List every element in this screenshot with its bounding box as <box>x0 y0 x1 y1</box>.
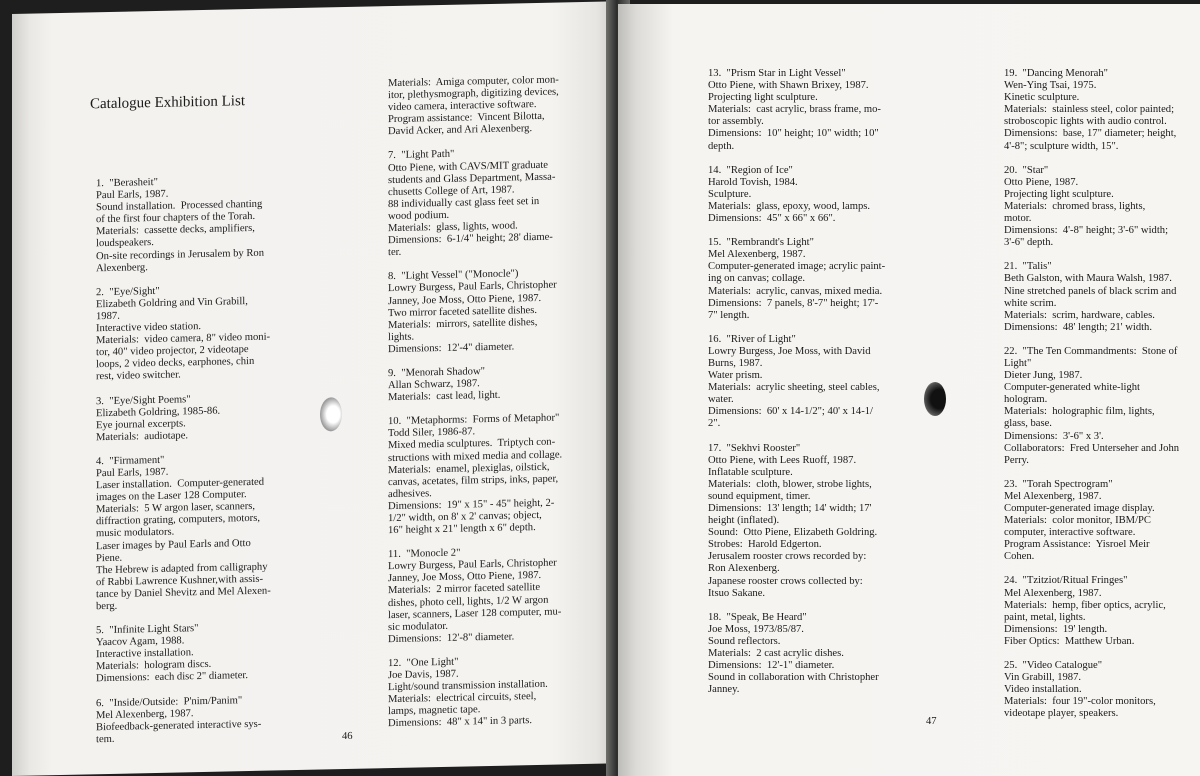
entry-line: wood podium. <box>388 209 450 223</box>
entry-line: Dimensions: 12'-4" diameter. <box>388 341 515 355</box>
entry-title: Materials: Amiga computer, color mon- <box>388 74 559 90</box>
entry-line: Janney, Joe Moss, Otto Piene, 1987. <box>388 292 542 307</box>
entry-line: Materials: video camera, 8" video moni- <box>96 331 271 347</box>
entry-line: David Acker, and Ari Alexenberg. <box>388 123 533 138</box>
entry-line: Interactive installation. <box>96 647 194 661</box>
entry-line: Materials: glass, lights, wood. <box>388 220 518 235</box>
entry-line: Jerusalem rooster crows recorded by: <box>708 551 867 563</box>
page-heading: Catalogue Exhibition List <box>90 93 245 113</box>
entry-line: Beth Galston, with Maura Walsh, 1987. <box>1004 273 1172 285</box>
entry-line: adhesives. <box>388 488 432 500</box>
entry-line: Vin Grabill, 1987. <box>1004 672 1082 684</box>
entry-title: 21. "Talis" <box>1004 261 1052 273</box>
entry-line: Laser installation. Computer-generated <box>96 476 265 492</box>
entry-title: 10. "Metaphorms: Forms of Metaphor" <box>388 412 560 428</box>
entry-line: Water prism. <box>708 370 763 382</box>
entry-line: Dimensions: 3'-6" x 3'. <box>1004 430 1104 442</box>
entry-line: Materials: stainless steel, color painted; <box>1004 104 1175 116</box>
left-column-1 <box>96 174 296 758</box>
entry-line: Kinetic sculpture. <box>1004 92 1080 104</box>
entry-line: Allan Schwarz, 1987. <box>388 378 480 392</box>
entry-line: Itsuo Sakane. <box>708 587 766 599</box>
entry-line: Dimensions: 13' length; 14' width; 17' <box>708 503 872 514</box>
entry-line: height (inflated). <box>708 515 780 527</box>
entry-line: Materials: cast acrylic, brass frame, mo- <box>708 104 881 116</box>
entry-line: students and Glass Department, Massa- <box>388 171 556 186</box>
entry-line: Lowry Burgess, Paul Earls, Christopher <box>388 557 557 573</box>
catalogue-entry <box>708 68 918 153</box>
entry-line: water. <box>708 394 734 406</box>
entry-line: Materials: glass, epoxy, wood, lamps. <box>708 200 871 212</box>
page-number-left: 46 <box>342 730 353 743</box>
entry-line: Lowry Burgess, Paul Earls, Christopher <box>388 279 557 295</box>
entry-line: hologram. <box>1004 394 1048 406</box>
entry-line: loops, 2 video decks, earphones, chin <box>96 356 255 371</box>
entry-line: Mel Alexenberg, 1987. <box>1004 490 1102 502</box>
catalogue-entry <box>708 237 918 322</box>
entry-line: Mixed media sculptures. Triptych con- <box>388 437 556 452</box>
entry-line: motor. <box>1004 213 1032 225</box>
entry-title: 1. "Berasheit" <box>96 176 158 190</box>
entry-line: Eye journal excerpts. <box>96 418 186 431</box>
entry-line: 88 individually cast glass feet set in <box>388 195 540 210</box>
entry-line: Yaacov Agam, 1988. <box>96 635 185 649</box>
entry-title: 2. "Eye/Sight" <box>96 285 160 298</box>
entry-title: 13. "Prism Star in Light Vessel" <box>708 68 846 79</box>
entry-line: Materials: hemp, fiber optics, acrylic, <box>1004 599 1166 611</box>
entry-line: sic modulator. <box>388 620 449 633</box>
entry-line: Projecting light sculpture. <box>1004 188 1114 200</box>
catalogue-entry <box>96 283 296 384</box>
entry-title: 16. "River of Light" <box>708 333 796 345</box>
page-number-right: 47 <box>926 716 937 727</box>
entry-line: Materials: four 19"-color monitors, <box>1004 696 1156 708</box>
catalogue-entry <box>708 443 918 600</box>
entry-line: lamps, magnetic tape. <box>388 704 481 718</box>
catalogue-entry <box>1004 165 1194 250</box>
entry-title: 11. "Monocle 2" <box>388 547 461 561</box>
catalogue-entry <box>1004 575 1194 648</box>
entry-line: Materials: holographic film, lights, <box>1004 406 1155 418</box>
entry-line: Materials: acrylic, canvas, mixed media. <box>708 285 883 297</box>
entry-line: Materials: chromed brass, lights, <box>1004 200 1146 212</box>
catalogue-entry <box>388 654 588 731</box>
catalogue-entry <box>388 74 588 139</box>
entry-line: Fiber Optics: Matthew Urban. <box>1004 635 1135 647</box>
entry-line: videotape player, speakers. <box>1004 708 1119 720</box>
entry-line: Dimensions: 12'-1" diameter. <box>708 660 835 672</box>
entry-line: Dimensions: 48" x 14" in 3 parts. <box>388 715 533 730</box>
entry-line: rest, video switcher. <box>96 369 181 383</box>
entry-line: Materials: 2 cast acrylic dishes. <box>708 648 844 660</box>
entry-line: depth. <box>708 140 735 152</box>
entry-line: Sculpture. <box>708 188 752 200</box>
entry-line: Materials: cast lead, light. <box>388 389 501 404</box>
entry-line: Dimensions: base, 17" diameter; height, <box>1004 128 1177 140</box>
entry-line: ing on canvas; collage. <box>708 273 806 285</box>
entry-line: Dimensions: each disc 2" diameter. <box>96 670 249 685</box>
entry-line: Sound installation. Processed chanting <box>96 198 263 214</box>
entry-line: Materials: hologram discs. <box>96 659 212 673</box>
entry-line: Light" <box>1004 357 1032 369</box>
entry-line: Dimensions: 10" height; 10" width; 10" <box>708 128 879 140</box>
entry-line: Strobes: Harold Edgerton. <box>708 539 822 551</box>
entry-title: 14. "Region of Ice" <box>708 164 793 176</box>
entry-line: structions with mixed media and collage. <box>388 449 563 464</box>
entry-line: Otto Piene, with CAVS/MIT graduate <box>388 159 548 174</box>
entry-title: 7. "Light Path" <box>388 149 455 162</box>
entry-line: diffraction grating, computers, motors, <box>96 513 260 528</box>
entry-line: Laser images by Paul Earls and Otto <box>96 537 251 552</box>
catalogue-entry <box>388 146 588 259</box>
entry-line: Alexenberg. <box>96 261 148 274</box>
entry-line: Dimensions: 48' length; 21' width. <box>1004 321 1153 333</box>
catalogue-entry <box>388 364 588 404</box>
catalogue-entry <box>1004 68 1194 153</box>
entry-line: video camera, interactive software. <box>388 99 537 114</box>
catalogue-entry <box>96 694 296 747</box>
entry-line: 2". <box>708 418 721 430</box>
entry-line: music modulators. <box>96 527 175 540</box>
catalogue-entry <box>96 392 296 445</box>
catalogue-entry <box>708 334 918 431</box>
catalogue-entry <box>1004 660 1194 720</box>
entry-line: Otto Piene, with Lees Ruoff, 1987. <box>708 454 857 466</box>
entry-line: glass, base. <box>1004 418 1052 430</box>
entry-title: 5. "Infinite Light Stars" <box>96 623 199 637</box>
entry-line: Materials: 5 W argon laser, scanners, <box>96 501 256 516</box>
entry-line: berg. <box>96 600 118 613</box>
catalogue-entry <box>1004 479 1194 564</box>
entry-line: Dimensions: 6-1/4" height; 28' diame- <box>388 231 553 247</box>
entry-line: 1/2" width, on 8' x 2' canvas; object, <box>388 509 542 525</box>
entry-title: 17. "Sekhvi Rooster" <box>708 442 801 454</box>
entry-line: Mel Alexenberg, 1987. <box>708 249 806 261</box>
entry-line: computer, interactive software. <box>1004 527 1136 539</box>
entry-line: Cohen. <box>1004 551 1035 563</box>
entry-line: Program assistance: Vincent Bilotta, <box>388 111 545 126</box>
entry-line: 7" length. <box>708 309 750 321</box>
catalogue-entry <box>388 545 588 646</box>
entry-line: tance by Daniel Shevitz and Mel Alexen- <box>96 585 271 601</box>
entry-line: Light/sound transmission installation. <box>388 678 548 694</box>
entry-line: chusetts College of Art, 1987. <box>388 184 515 198</box>
entry-title: 19. "Dancing Menorah" <box>1004 68 1108 79</box>
catalogue-entry <box>1004 346 1194 467</box>
entry-line: ter. <box>388 247 402 259</box>
entry-line: Dimensions: 7 panels, 8'-7" height; 17'- <box>708 297 879 309</box>
entry-title: 3. "Eye/Sight Poems" <box>96 393 191 407</box>
entry-line: Materials: electrical circuits, steel, <box>388 691 537 706</box>
entry-line: of the first four chapters of the Torah. <box>96 211 256 226</box>
entry-line: Otto Piene, with Shawn Brixey, 1987. <box>708 80 869 92</box>
entry-line: Paul Earls, 1987. <box>96 466 169 480</box>
entry-line: tem. <box>96 733 115 746</box>
entry-line: tor, 40" video projector, 2 videotape <box>96 344 249 359</box>
entry-line: laser, scanners, Laser 128 computer, mu- <box>388 606 562 621</box>
entry-line: tor assembly. <box>708 116 764 128</box>
entry-line: dishes, photo cell, lights, 1/2 W argon <box>388 594 549 609</box>
entry-title: 15. "Rembrandt's Light" <box>708 237 814 249</box>
entry-line: Dieter Jung, 1987. <box>1004 370 1083 382</box>
right-column-1 <box>708 68 918 708</box>
entry-line: Joe Davis, 1987. <box>388 668 459 682</box>
catalogue-entry <box>96 174 296 275</box>
entry-line: Wen-Ying Tsai, 1975. <box>1004 80 1097 92</box>
entry-title: 8. "Light Vessel" ("Monocle") <box>388 268 519 283</box>
entry-line: Nine stretched panels of black scrim and <box>1004 285 1177 297</box>
entry-line: sound equipment, timer. <box>708 490 811 502</box>
entry-line: Program Assistance: Yisroel Meir <box>1004 539 1150 551</box>
entry-line: paint, metal, lights. <box>1004 611 1086 623</box>
entry-line: Dimensions: 19" x 15" - 45" height, 2- <box>388 497 555 513</box>
catalogue-entry <box>388 267 588 356</box>
entry-line: Ron Alexenberg. <box>708 563 780 575</box>
entry-title: 25. "Video Catalogue" <box>1004 660 1103 672</box>
entry-title: 24. "Tzitziot/Ritual Fringes" <box>1004 575 1128 587</box>
entry-line: Materials: color monitor, IBM/PC <box>1004 515 1151 527</box>
entry-title: 6. "Inside/Outside: P'nim/Panim" <box>96 694 243 709</box>
entry-line: Two mirror faceted satellite dishes. <box>388 304 537 319</box>
entry-line: Inflatable sculpture. <box>708 466 793 478</box>
binding-hole <box>924 382 946 416</box>
entry-line: loudspeakers. <box>96 237 154 250</box>
entry-line: Computer-generated white-light <box>1004 382 1140 394</box>
entry-line: Joe Moss, 1973/85/87. <box>708 623 804 635</box>
entry-line: Computer-generated image; acrylic paint- <box>708 261 886 273</box>
catalogue-entry <box>708 612 918 697</box>
entry-line: images on the Laser 128 Computer. <box>96 489 247 504</box>
entry-title: 23. "Torah Spectrogram" <box>1004 478 1113 490</box>
entry-line: Todd Siler, 1986-87. <box>388 426 476 440</box>
entry-line: Paul Earls, 1987. <box>96 188 169 202</box>
binding-hole <box>320 397 342 431</box>
entry-line: Mel Alexenberg, 1987. <box>96 707 194 721</box>
entry-line: Materials: cloth, blower, strobe lights, <box>708 478 872 490</box>
entry-line: Janney, Joe Moss, Otto Piene, 1987. <box>388 570 542 585</box>
entry-line: Materials: cassette decks, amplifiers, <box>96 223 255 238</box>
left-page <box>12 1 618 776</box>
entry-line: The Hebrew is adapted from calligraphy <box>96 561 268 576</box>
right-column-2 <box>1004 68 1194 733</box>
entry-line: Collaborators: Fred Unterseher and John <box>1004 442 1180 454</box>
right-page <box>618 4 1200 776</box>
entry-line: Materials: 2 mirror faceted satellite <box>388 582 541 597</box>
entry-line: Materials: enamel, plexiglas, oilstick, <box>388 461 550 476</box>
entry-line: Dimensions: 19' length. <box>1004 623 1108 635</box>
entry-line: Lowry Burgess, Joe Moss, with David <box>708 345 871 357</box>
entry-line: Janney. <box>708 684 740 696</box>
entry-line: of Rabbi Lawrence Kushner,with assis- <box>96 573 263 589</box>
entry-line: Interactive video station. <box>96 321 202 335</box>
entry-line: Materials: scrim, hardware, cables. <box>1004 309 1155 321</box>
entry-line: 16" height x 21" length x 6" depth. <box>388 522 536 537</box>
entry-line: Projecting light sculpture. <box>708 92 818 104</box>
entry-line: Materials: acrylic sheeting, steel cables, <box>708 382 880 394</box>
entry-line: Computer-generated image display. <box>1004 503 1155 514</box>
entry-line: Materials: audiotape. <box>96 430 189 444</box>
entry-line: lights. <box>388 331 415 343</box>
entry-line: stroboscopic lights with audio control. <box>1004 116 1167 128</box>
entry-line: Video installation. <box>1004 684 1082 696</box>
entry-line: Mel Alexenberg, 1987. <box>1004 587 1102 599</box>
entry-line: white scrim. <box>1004 297 1057 309</box>
entry-line: Dimensions: 4'-8" height; 3'-6" width; <box>1004 225 1169 237</box>
entry-line: Sound reflectors. <box>708 635 781 647</box>
entry-line: Japanese rooster crows collected by: <box>708 575 863 587</box>
entry-title: 20. "Star" <box>1004 164 1049 176</box>
entry-line: Elizabeth Goldring, 1985-86. <box>96 405 221 419</box>
left-column-2 <box>388 74 588 743</box>
entry-line: Perry. <box>1004 454 1029 466</box>
entry-title: 18. "Speak, Be Heard" <box>708 611 807 623</box>
entry-line: Sound in collaboration with Christopher <box>708 672 879 684</box>
catalogue-entry <box>96 452 296 613</box>
entry-line: Sound: Otto Piene, Elizabeth Goldring. <box>708 527 878 539</box>
entry-line: Dimensions: 12'-8" diameter. <box>388 631 515 645</box>
catalogue-entry <box>388 412 588 537</box>
entry-line: Dimensions: 45" x 66" x 66". <box>708 213 836 225</box>
entry-line: Piene. <box>96 552 123 564</box>
entry-title: 12. "One Light" <box>388 656 459 670</box>
entry-line: Elizabeth Goldring and Vin Grabill, <box>96 295 248 311</box>
catalogue-entry <box>708 165 918 225</box>
entry-line: Harold Tovish, 1984. <box>708 176 798 188</box>
entry-title: 9. "Menorah Shadow" <box>388 366 485 380</box>
entry-line: 3'-6" depth. <box>1004 237 1054 249</box>
entry-line: 4'-8"; sculpture width, 15". <box>1004 140 1119 152</box>
entry-line: On-site recordings in Jerusalem by Ron <box>96 247 264 262</box>
entry-line: Burns, 1987. <box>708 357 763 369</box>
entry-line: canvas, acetates, film strips, inks, paper, <box>388 473 559 488</box>
entry-line: itor, plethysmograph, digitizing devices, <box>388 86 559 102</box>
catalogue-entry <box>96 621 296 686</box>
entry-title: 22. "The Ten Commandments: Stone of <box>1004 345 1178 357</box>
entry-line: Otto Piene, 1987. <box>1004 176 1079 188</box>
catalogue-entry <box>1004 261 1194 334</box>
entry-line: Dimensions: 60' x 14-1/2"; 40' x 14-1/ <box>708 406 873 418</box>
entry-line: Biofeedback-generated interactive sys- <box>96 718 262 733</box>
entry-title: 4. "Firmament" <box>96 454 165 468</box>
entry-line: Materials: mirrors, satellite dishes, <box>388 316 538 331</box>
entry-line: 1987. <box>96 310 120 323</box>
